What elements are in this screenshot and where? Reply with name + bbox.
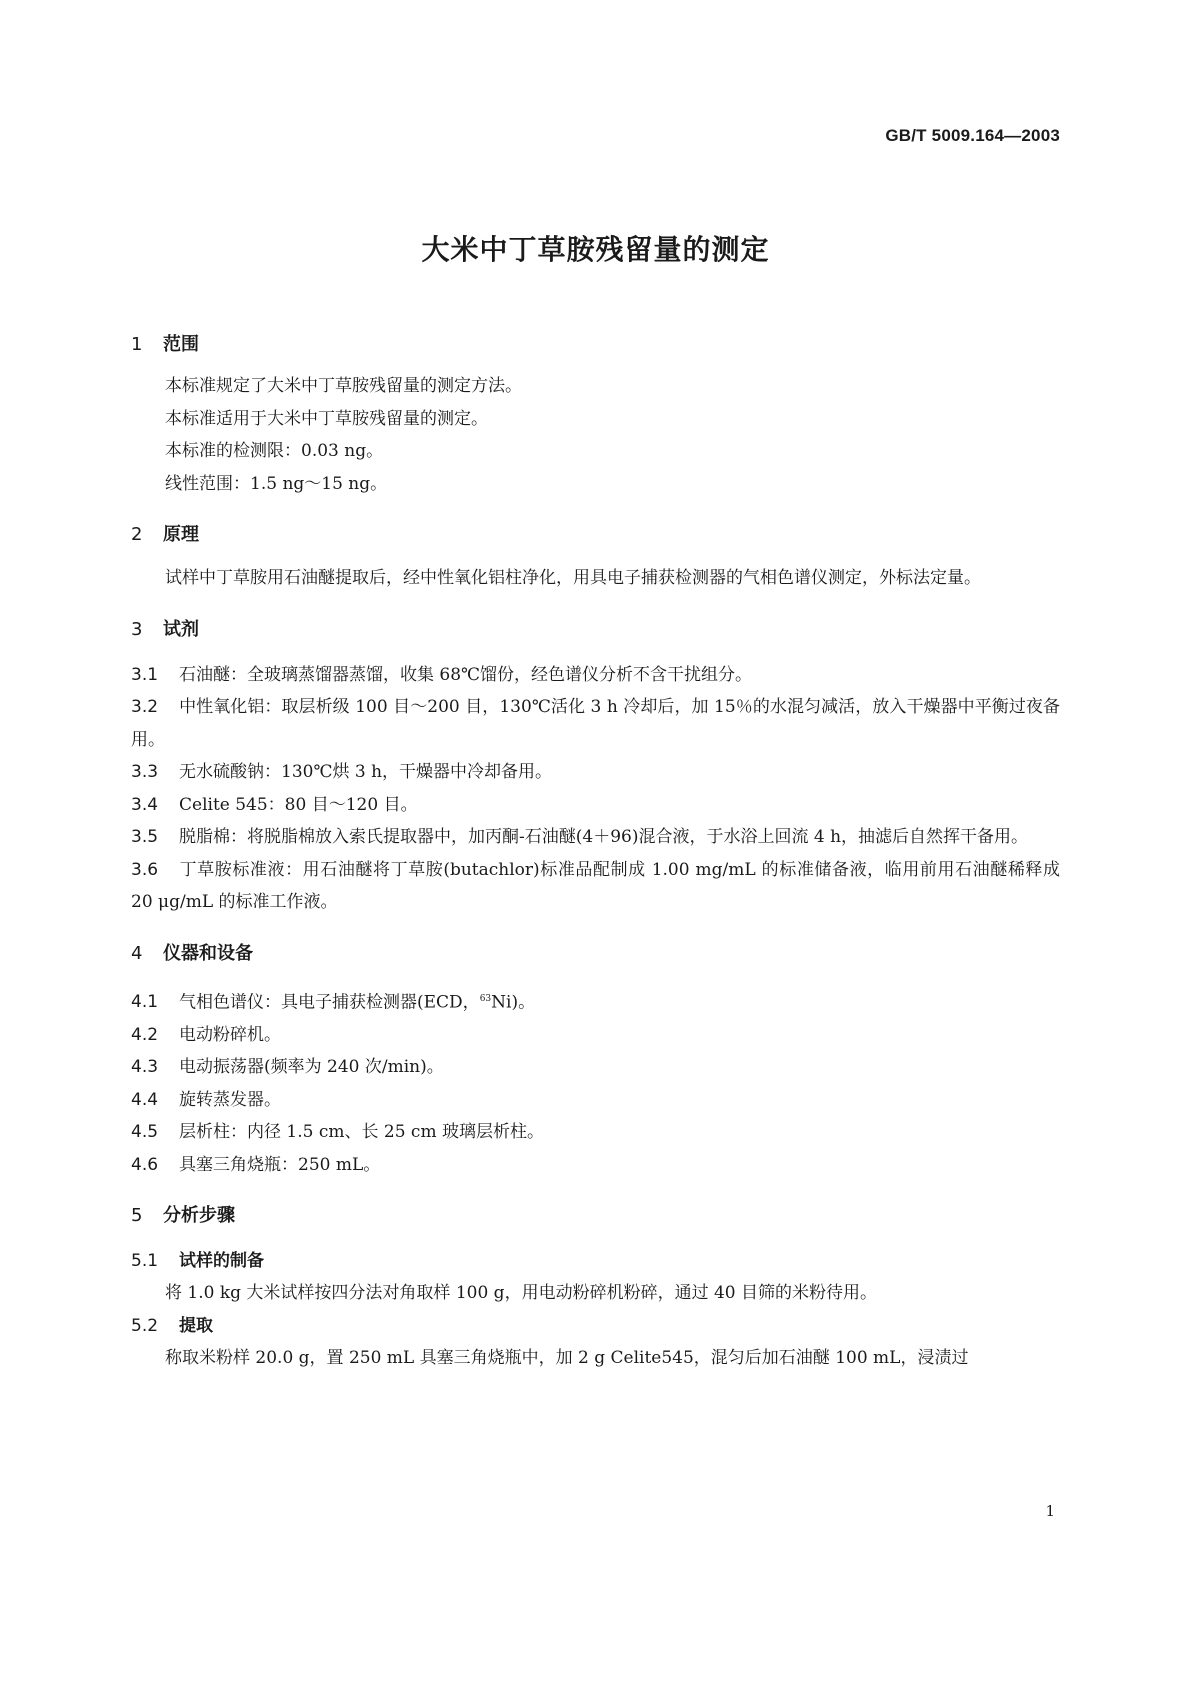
list-item — [131, 983, 1060, 1019]
paragraph: 本标准适用于大米中丁草胺残留量的测定。 — [165, 408, 488, 429]
list-item — [131, 789, 1060, 822]
list-item — [131, 691, 1060, 756]
paragraph: 本标准的检测限：0.03 ng。 — [165, 441, 384, 461]
subsection-title: 提取 — [179, 1315, 213, 1336]
item-number: 3.3 — [131, 762, 159, 782]
list-item — [131, 1116, 1060, 1149]
item-number: 3.2 — [131, 697, 159, 717]
item-text: 脱脂棉：将脱脂棉放入索氏提取器中，加丙酮-石油醚(4＋96)混合液，于水浴上回流 4 h，抽滤后自然挥干备用。 — [179, 827, 1029, 847]
item-number: 3.6 — [131, 859, 159, 880]
list-item — [131, 1051, 1060, 1084]
item-number: 4.1 — [131, 992, 159, 1013]
item-text: 无水硫酸钠：130℃烘 3 h，干燥器中冷却备用。 — [179, 762, 553, 782]
page-number: 1 — [1045, 1502, 1055, 1520]
item-text: 层析柱：内径 1.5 cm、长 25 cm 玻璃层析柱。 — [179, 1122, 544, 1143]
item-text: 丁草胺标准液：用石油醚将丁草胺(butachlor)标准品配制成 1.00 mg/mL 的标准储备液，临用前用石油醚稀释成 20 μg/mL 的标准工作液。 — [131, 859, 1060, 912]
subsection-number: 5.2 — [131, 1315, 159, 1336]
item-text: 气相色谱仪：具电子捕获检测器(ECD， — [179, 992, 480, 1013]
superscript: 63 — [479, 993, 492, 1004]
item-text: 电动振荡器(频率为 240 次/min)。 — [179, 1057, 444, 1078]
item-text: 具塞三角烧瓶：250 mL。 — [179, 1154, 381, 1175]
section-1-heading — [131, 330, 1060, 360]
item-number: 3.4 — [131, 794, 159, 815]
item-number: 4.3 — [131, 1057, 159, 1078]
subsection-heading — [131, 1310, 1060, 1342]
section-number: 3 — [131, 618, 143, 640]
item-text: 中性氧化铝：取层析级 100 目～200 目，130℃活化 3 h 冷却后，加 15％的水混匀减活，放入干燥器中平衡过夜备用。 — [131, 697, 1060, 750]
paragraph: 将 1.0 kg 大米试样按四分法对角取样 100 g，用电动粉碎机粉碎，通过 40 目筛的米粉待用。 — [165, 1283, 878, 1304]
section-2-heading — [131, 520, 1060, 550]
list-item — [131, 1084, 1060, 1117]
section-title: 原理 — [163, 524, 199, 545]
section-title: 范围 — [163, 334, 199, 355]
item-text: Celite 545：80 目～120 目。 — [179, 794, 418, 815]
item-number: 3.1 — [131, 664, 159, 685]
subsection-number: 5.1 — [131, 1251, 159, 1272]
list-item — [131, 756, 1060, 789]
subsection-heading — [131, 1245, 1060, 1277]
item-number: 4.4 — [131, 1089, 159, 1110]
section-4-heading — [131, 939, 1060, 969]
item-number: 4.6 — [131, 1154, 159, 1175]
section-title: 分析步骤 — [163, 1205, 235, 1227]
section-number: 4 — [131, 942, 143, 964]
section-number: 1 — [131, 334, 143, 355]
item-text: 石油醚：全玻璃蒸馏器蒸馏，收集 68℃馏份，经色谱仪分析不含干扰组分。 — [179, 664, 753, 685]
list-item — [131, 659, 1060, 692]
section-title: 仪器和设备 — [163, 942, 253, 964]
item-text: Ni)。 — [491, 992, 536, 1013]
standard-code: GB/T 5009.164—2003 — [885, 126, 1060, 145]
section-number: 5 — [131, 1205, 143, 1227]
section-title: 试剂 — [163, 618, 199, 640]
document-body — [131, 330, 1060, 1374]
item-text: 电动粉碎机。 — [179, 1024, 281, 1045]
page-title: 大米中丁草胺残留量的测定 — [421, 233, 770, 266]
paragraph: 称取米粉样 20.0 g，置 250 mL 具塞三角烧瓶中，加 2 g Celite545，混匀后加石油醚 100 mL，浸渍过 — [165, 1347, 969, 1368]
item-text: 旋转蒸发器。 — [179, 1089, 281, 1110]
paragraph: 试样中丁草胺用石油醚提取后，经中性氧化铝柱净化，用具电子捕获检测器的气相色谱仪测定，外标法定量。 — [165, 568, 981, 588]
paragraph: 线性范围：1.5 ng～15 ng。 — [165, 473, 388, 494]
section-number: 2 — [131, 524, 143, 545]
list-item — [131, 854, 1060, 919]
list-item — [131, 1019, 1060, 1052]
subsection-title: 试样的制备 — [179, 1251, 264, 1272]
item-number: 4.5 — [131, 1122, 159, 1143]
paragraph: 本标准规定了大米中丁草胺残留量的测定方法。 — [165, 376, 522, 396]
item-number: 3.5 — [131, 827, 159, 847]
list-item — [131, 1149, 1060, 1182]
section-5-heading — [131, 1201, 1060, 1231]
section-3-heading — [131, 615, 1060, 645]
list-item — [131, 821, 1060, 854]
item-number: 4.2 — [131, 1024, 159, 1045]
